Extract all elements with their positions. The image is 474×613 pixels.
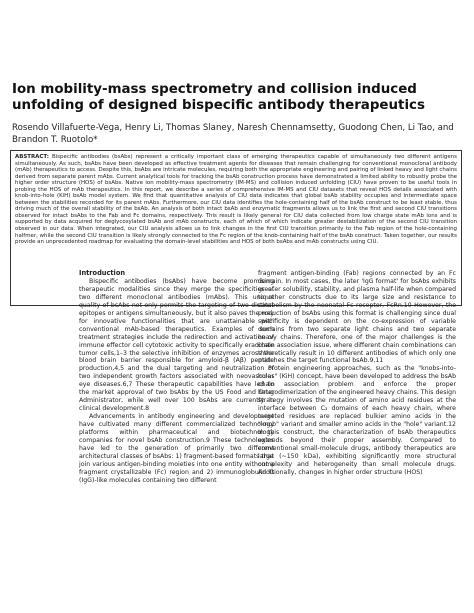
abstract-text: Bispecific antibodies (bsAbs) represent a critically important class of emerging therapeutics capable of simultaneously two different antigens simultaneously. As such, bsAbs have been developed as effective treatment agents for diseases that remain challenging for conventional monoclonal antibody (mAb) therapeutics to access. Despite this, bsAbs are intricate molecules, requiring both the appropriate engineering and pairing of linked heavy and light chains derived from separate parent mAbs. Current analytical tools for tracking the bsAb construction process have demonstrated a limited ability to robustly probe the higher order structure (HOS) of bsAbs. Native ion mobility-mass spectrometry (IM-MS) and collision induced unfolding (CIU) have proven to be useful tools in probing the HOS of mAb therapeutics. In this report, we describe a series of comprehensive IM-MS and CIU datasets that reveal HOS details associated with knob-into-hole (KiH) bsAb model system. We find that quantitative analysis of CIU data indicates that global bsAb stability occupies and intermediate space between the stabilities recorded for its parent mAbs. Furthermore, our CIU data identifies the hole-containing half of the bsAb construct to be least stable, thus driving much of the overall stability of the bsAb. An analysis of both intact bsAb and enzymatic fragments allows us to link the first and second CIU transitions observed for intact bsAbs to the Fab and Fc domains, respectively. This result is likely general for CIU data collected from low charge state mAb ions and is supported by data acquired for deglycosylated bsAb and mAb constructs, each of which of which indicate greater destabilization of the second CIU transition observed in our data. When integrated, our CIU analysis allows us to link changes in the first CIU transition primarily to the Fab region of the hole-containing halfmer, while the second CIU transition is likely strongly connected to the Fc region of the knob-containing half of the bsAb construct. Taken together, our results provide an unprecedented roadmap for evaluating the domain-level stabilities and HOS of both bsAbs and mAb constructs using CIU. bbox=[15, 154, 457, 246]
intro-paragraph-1: Bispecific antibodies (bsAbs) have become promising therapeutic modalities since they merge the specificities of two different monoclonal antibodies (mAbs). This unique quality of bsAbs not only permits the targeting of two distinct epitopes or antigens simultaneously, but it also paves the way for innovative functionalities that are unattainable with conventional mAb-based therapeutics. Examples of such treatment strategies include the redirection and activation of immune effector cell cytotoxic activity to specifically eradicate tumor cells,1–3 the selective inhibition of enzymes across the blood brain barrier responsible for amyloid-β (Aβ) peptide production,4,5 and the dual targeting and neutralization of two independent growth factors associated with neovascular eye diseases.6,7 These therapeutic capabilities have led to the market approval of two bsAbs by the US Food and Drug Administrator, while well over 100 bsAbs are currently in clinical development.8 bbox=[79, 277, 274, 413]
paper-title: Ion mobility-mass spectrometry and collision induced unfolding of designed bispecific antibody therapeutics bbox=[12, 82, 425, 113]
intro-paragraph-3: fragment antigen-binding (Fab) regions connected by an Fc domain. In most cases, the later 'IgG format' for bsAbs exhibits greater solubility, stability, and plasma half-life when compared to other constructs due to its large size and resistance to catabolism by the neonatal Fc receptor, FcRn.10 However, the production of bsAbs using this format is challenging since dual specificity is dependent on the co-expression of variable domains from two separate light chains and two separate heavy chains. Therefore, one of the major challenges is the chain association issue, where different chain combinations can theoretically result in 10 different antibodies of which only one matches the target functional bsAb.9,11 bbox=[258, 270, 456, 365]
author-list: Rosendo Villafuerte-Vega, Henry Li, Thomas Slaney, Naresh Chennamsetty, Guodong Chen, Li Tao, and Brandon T. Ruotolo* bbox=[12, 123, 454, 145]
left-column bbox=[79, 270, 274, 485]
section-heading-introduction: Introduction bbox=[79, 269, 126, 277]
intro-paragraph-4: Protein engineering approaches, such as the "knobs-into-holes" (KiH) concept, have been developed to address the bsAb chain association problem and enforce the proper heterodimerization of the engineered heavy chains. This design strategy involves the mutation of amino acid residues at the interface between C₃ domains of each heavy chain, where targeted residues are replaced bulkier amino acids in the "knob" variant and smaller amino acids in the "hole" variant.12 In this construct, the characterization of bsAb therapeutics extends beyond their proper assembly. Compared to conventional small-molecule drugs, antibody therapeutics are large (~150 kDa), exhibiting significantly more structural complexity and heterogeneity than small molecule drugs. Additionally, changes in higher order structure (HOS) bbox=[258, 365, 456, 476]
intro-paragraph-2: Advancements in antibody engineering and development have cultivated many different commercialized technology platforms within pharmaceutical and biotechnology companies for novel bsAb construction.9 These technologies have led to the generation of primarily two different architectural classes of bsAbs: 1) fragment-based formats that join various antigen-binding moieties into one entity without a fragment crystallizable (Fc) region and 2) immunoglobulin G (IgG)-like molecules containing two different bbox=[79, 413, 274, 484]
abstract-label: ABSTRACT: bbox=[15, 154, 49, 160]
right-column bbox=[258, 270, 456, 477]
